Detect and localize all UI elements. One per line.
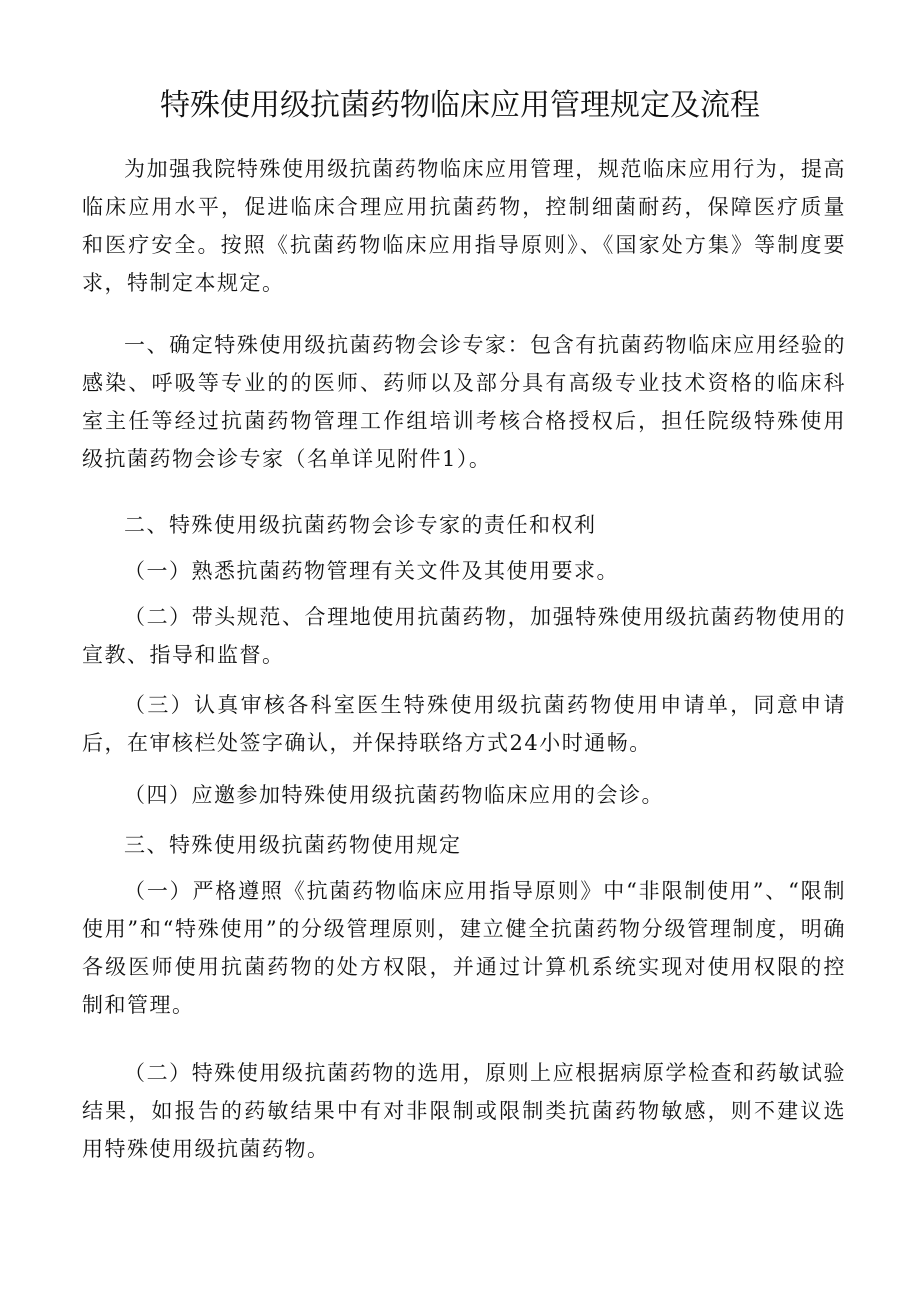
section3-item-1: （一）严格遵照《抗菌药物临床应用指导原则》中“非限制使用”、“限制使用”和“特殊使用”的分级管理原则，建立健全抗菌药物分级管理制度，明确各级医师使用抗菌药物的处方权限，并通过计算机系统实现对使用权限的控制和管理。 <box>82 879 846 1017</box>
section3-item-2: （二）特殊使用级抗菌药物的选用，原则上应根据病原学检查和药敏试验结果，如报告的药敏结果中有对非限制或限制类抗菌药物敏感，则不建议选用特殊使用级抗菌药物。 <box>82 1061 846 1161</box>
intro-paragraph: 为加强我院特殊使用级抗菌药物临床应用管理，规范临床应用行为，提高临床应用水平，促进临床合理应用抗菌药物，控制细菌耐药，保障医疗质量和医疗安全。按照《抗菌药物临床应用指导原则》、《国家处方集》等制度要求，特制定本规定。 <box>82 157 846 295</box>
section2-item-1: （一）熟悉抗菌药物管理有关文件及其使用要求。 <box>124 559 619 583</box>
section1-paragraph <box>82 326 846 478</box>
section2-item-4: （四）应邀参加特殊使用级抗菌药物临床应用的会诊。 <box>124 783 664 807</box>
section2-item-2: （二）带头规范、合理地使用抗菌药物，加强特殊使用级抗菌药物使用的宣教、指导和监督。 <box>82 605 846 667</box>
section2-heading: 二、特殊使用级抗菌药物会诊专家的责任和权利 <box>124 513 597 537</box>
document-title: 特殊使用级抗菌药物临床应用管理规定及流程 <box>160 88 760 123</box>
section3-heading: 三、特殊使用级抗菌药物使用规定 <box>124 833 462 857</box>
section1-heading: 一、确定特殊使用级抗菌药物会诊专家： <box>124 333 531 357</box>
section1-body: 包含有抗菌药物临床应用经验的感染、呼吸等专业的的医师、药师以及部分具有高级专业技术资格的临床科室主任等经过抗菌药物管理工作组培训考核合格授权后，担任院级特殊使用级抗菌药物会诊专家（名单详见附件1）。 <box>82 333 847 471</box>
section2-item-3: （三）认真审核各科室医生特殊使用级抗菌药物使用申请单，同意申请后，在审核栏处签字确认，并保持联络方式24小时通畅。 <box>82 693 846 755</box>
